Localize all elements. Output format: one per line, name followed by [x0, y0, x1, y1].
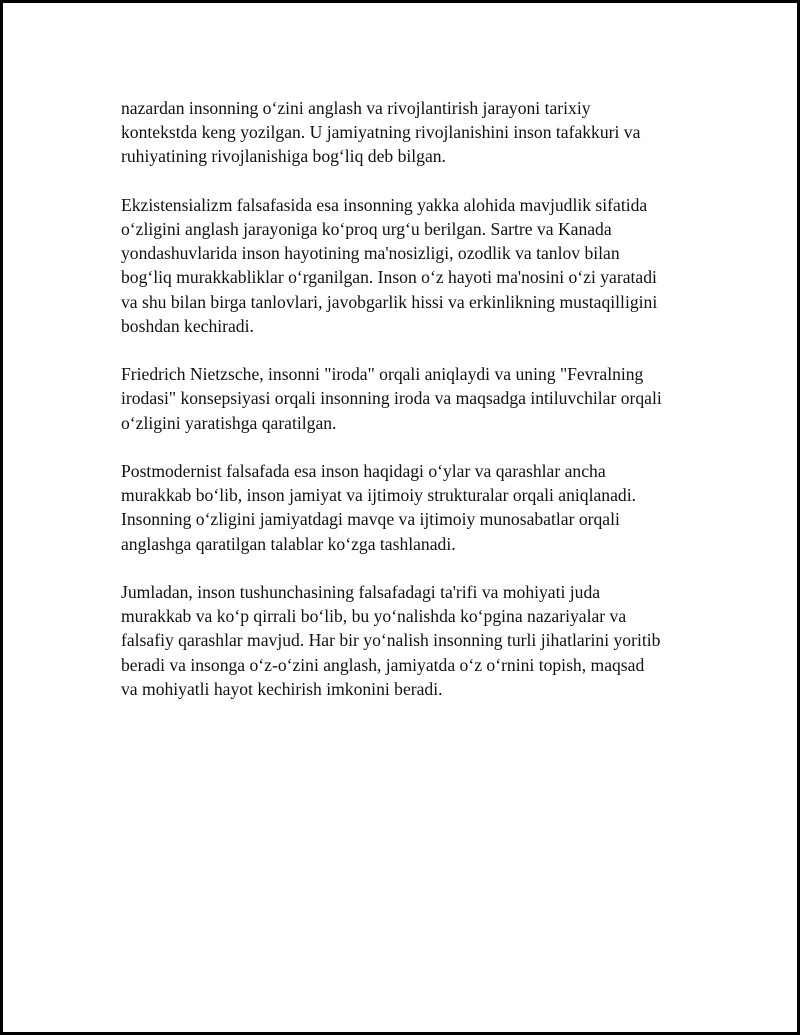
- paragraph-postmodernism: [121, 459, 701, 556]
- text-line: yondashuvlarida inson hayotining ma'nosizligi, ozodlik va tanlov bilan: [121, 243, 620, 264]
- text-line: Friedrich Nietzsche, insonni "iroda" orqali aniqlaydi va uning "Fevralning: [121, 364, 644, 385]
- text-line: o‘zligini yaratishga qaratilgan.: [121, 412, 337, 433]
- paragraph-existentialism: [121, 193, 701, 338]
- text-line: boshdan kechiradi.: [121, 315, 254, 336]
- text-line: beradi va insonga o‘z-o‘zini anglash, jamiyatda o‘z o‘rnini topish, maqsad: [121, 654, 645, 675]
- text-line: Postmodernist falsafada esa inson haqidagi o‘ylar va qarashlar ancha: [121, 461, 606, 481]
- text-line: va mohiyatli hayot kechirish imkonini beradi.: [121, 678, 443, 699]
- text-line: Insonning o‘zligini jamiyatdagi mavqe va ijtimoiy munosabatlar orqali: [121, 509, 620, 530]
- paragraph-historical-context: [121, 96, 701, 169]
- text-line: bog‘liq murakkabliklar o‘rganilgan. Inson o‘z hayoti ma'nosini o‘zi yaratadi: [121, 267, 657, 288]
- paragraph-nietzsche: [121, 362, 701, 435]
- text-line: anglashga qaratilgan talablar ko‘zga tashlanadi.: [121, 533, 456, 554]
- text-line: Ekzistensializm falsafasida esa insonning yakka alohida mavjudlik sifatida: [121, 194, 648, 215]
- text-line: murakkab bo‘lib, inson jamiyat va ijtimoiy strukturalar orqali aniqlanadi.: [121, 485, 636, 506]
- text-line: ruhiyatining rivojlanishiga bog‘liq deb bilgan.: [121, 146, 446, 167]
- text-line: o‘zligini anglash jarayoniga ko‘proq urg‘u berilgan. Sartre va Kanada: [121, 219, 612, 239]
- text-line: Jumladan, inson tushunchasining falsafadagi ta'rifi va mohiyati juda: [121, 582, 601, 602]
- document-body: [121, 96, 701, 725]
- text-line: nazardan insonning o‘zini anglash va rivojlantirish jarayoni tarixiy: [121, 98, 591, 118]
- text-line: kontekstda keng yozilgan. U jamiyatning rivojlanishini inson tafakkuri va: [121, 122, 641, 143]
- text-line: murakkab va ko‘p qirrali bo‘lib, bu yo‘nalishda ko‘pgina nazariyalar va: [121, 606, 627, 627]
- paragraph-conclusion: [121, 580, 701, 701]
- text-line: falsafiy qarashlar mavjud. Har bir yo‘nalish insonning turli jihatlarini yoritib: [121, 630, 661, 651]
- text-line: va shu bilan birga tanlovlari, javobgarlik hissi va erkinlikning mustaqilligini: [121, 291, 658, 312]
- text-line: irodasi" konsepsiyasi orqali insonning iroda va maqsadga intiluvchilar orqali: [121, 388, 662, 409]
